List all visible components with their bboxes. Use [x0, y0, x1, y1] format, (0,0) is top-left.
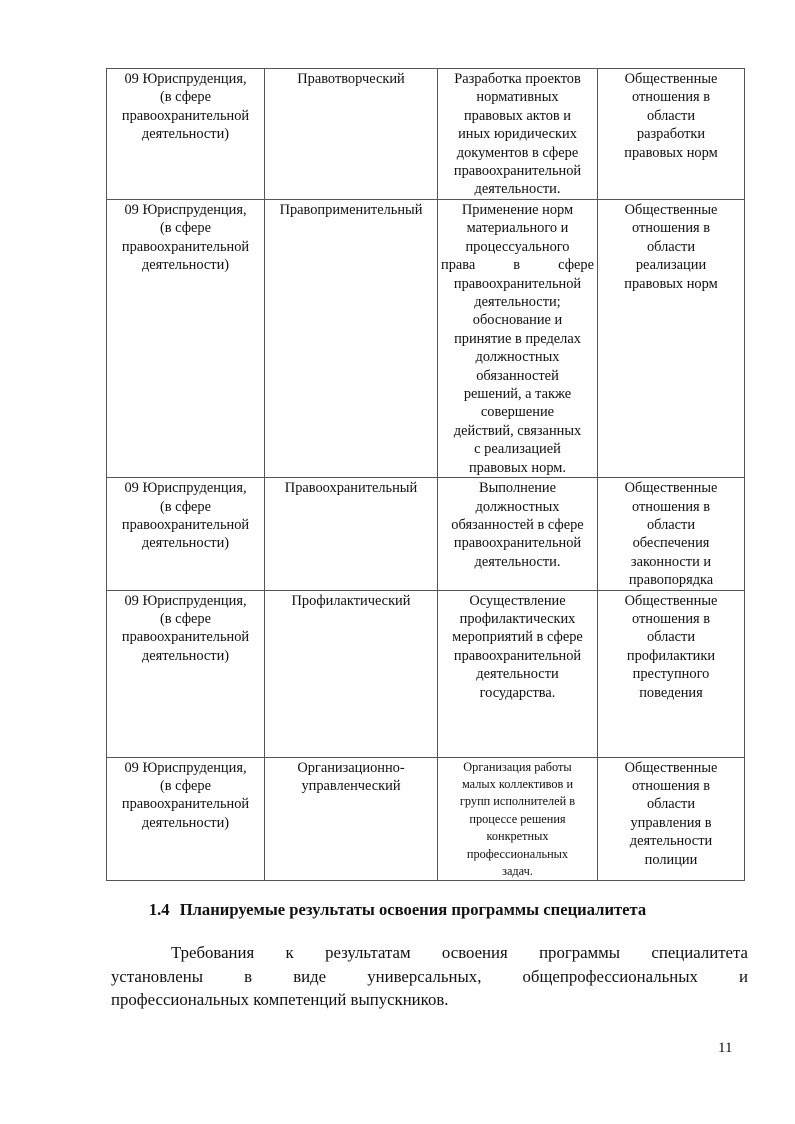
- table-row: [107, 69, 745, 200]
- section-title: Планируемые результаты освоения программы специалитета: [179, 900, 647, 919]
- section-heading: [0, 900, 795, 920]
- activity-type-cell: Правотворческий: [265, 69, 438, 200]
- table-row: [107, 590, 745, 757]
- paragraph-line: Требования к результатам освоения программы специалитета: [171, 943, 748, 962]
- tasks-cell: Разработка проектов нормативных правовых актов и иных юридических документов в сфере правоохранительной деятельности.: [438, 69, 598, 200]
- professional-activity-table: [106, 68, 745, 881]
- activity-type-cell: Правоохранительный: [265, 478, 438, 590]
- tasks-cell: Организация работы малых коллективов и групп исполнителей в процессе решения конкретных профессиональных задач.: [438, 757, 598, 881]
- field-cell: 09 Юриспруденция, (в сфере правоохранительной деятельности): [107, 200, 265, 478]
- field-cell: 09 Юриспруденция, (в сфере правоохранительной деятельности): [107, 590, 265, 757]
- table-row: [107, 757, 745, 881]
- section-number: 1.4: [148, 900, 170, 919]
- page-number: 11: [718, 1040, 733, 1056]
- objects-cell: Общественные отношения в области разработки правовых норм: [598, 69, 745, 200]
- body-paragraph: [111, 941, 748, 1012]
- tasks-cell: Выполнение должностных обязанностей в сфере правоохранительной деятельности.: [438, 478, 598, 590]
- tasks-cell: Применение норм материального и процессуального права в сфере правоохранительной деятельности; обоснование и принятие в пределах должностных обязанностей решений, а также совершение действий, связанных с реализацией правовых норм.: [438, 200, 598, 478]
- paragraph-line: профессиональных компетенций выпускников.: [111, 990, 449, 1009]
- field-cell: 09 Юриспруденция, (в сфере правоохранительной деятельности): [107, 478, 265, 590]
- table-row: [107, 478, 745, 590]
- tasks-cell: Осуществление профилактических мероприятий в сфере правоохранительной деятельности государства.: [438, 590, 598, 757]
- activity-type-cell: Правоприменительный: [265, 200, 438, 478]
- field-cell: 09 Юриспруденция, (в сфере правоохранительной деятельности): [107, 757, 265, 881]
- objects-cell: Общественные отношения в области управления в деятельности полиции: [598, 757, 745, 881]
- table-row: [107, 200, 745, 478]
- activity-type-cell: Профилактический: [265, 590, 438, 757]
- objects-cell: Общественные отношения в области профилактики преступного поведения: [598, 590, 745, 757]
- objects-cell: Общественные отношения в области обеспечения законности и правопорядка: [598, 478, 745, 590]
- activity-type-cell: Организационно- управленческий: [265, 757, 438, 881]
- objects-cell: Общественные отношения в области реализации правовых норм: [598, 200, 745, 478]
- paragraph-line: установлены в виде универсальных, общепрофессиональных и: [111, 966, 748, 986]
- field-cell: 09 Юриспруденция, (в сфере правоохранительной деятельности): [107, 69, 265, 200]
